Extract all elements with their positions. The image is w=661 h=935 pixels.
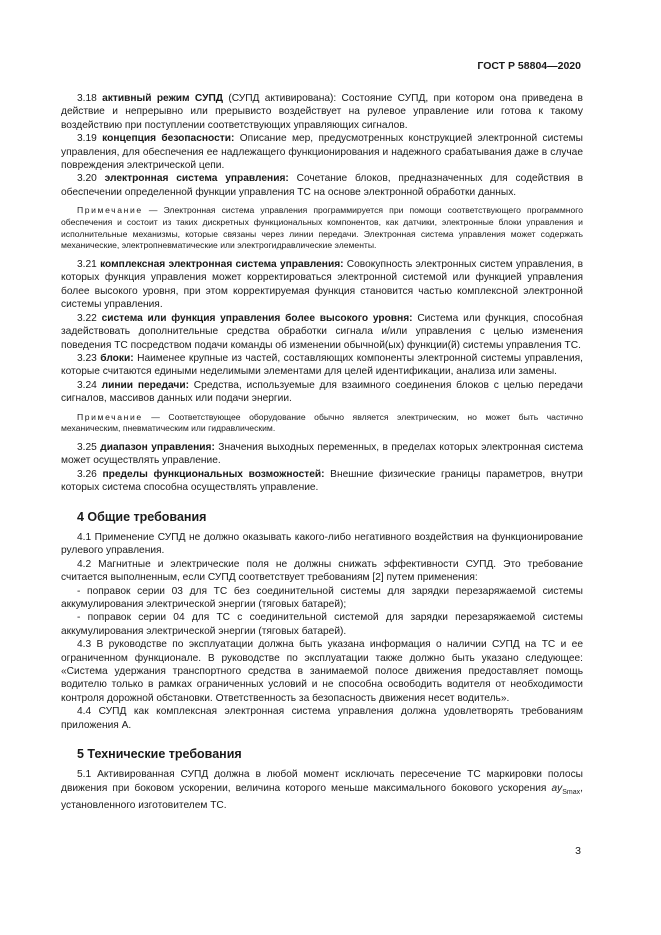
section-4-heading: 4 Общие требования (77, 509, 207, 524)
note-label: Примечание (77, 411, 143, 422)
term: линии передачи: (101, 379, 189, 391)
clause-4-1: 4.1 Применение СУПД не должно оказывать какого-либо негативного воздействия на функционирование рулевого управления. (61, 531, 583, 557)
definition-3-22: 3.22 система или функция управления более высокого уровня: Система или функция, способная задействовать дополнительные средства обработки сигнала и/или управления с целью изменения поведения ТС посредством подачи команды об изменении обычной(ых) функции(й) системы управления ТС. (61, 312, 583, 351)
term: комплексная электронная система управления: (100, 259, 344, 271)
term: активный режим СУПД (102, 93, 224, 104)
definition-3-26: 3.26 пределы функциональных возможностей: Внешние физические границы параметров, внутри которых система способна осуществлять управление. (61, 468, 583, 494)
note-2: Примечание — Соответствующее оборудование обычно является электрическим, но может быть частично механическим, пневматическим или гидравлическим. (61, 411, 583, 434)
definition-3-21: 3.21 комплексная электронная система управления: Совокупность электронных систем управления, в которых функция управления может корректироваться электронной системой или функцией управления более высокого уровня, при этом корректируемая функция становится частью комплексной электронной системы управления. (61, 259, 584, 311)
definition-3-24: 3.24 линии передачи: Средства, используемые для взаимного соединения блоков с целью передачи сигналов, массивов данных или подачи энергии. (61, 379, 583, 405)
page-number: 3 (575, 845, 581, 857)
clause-4-2-bullet-1: - поправок серии 03 для ТС без соединительной системы для зарядки перезаряжаемой системы аккумулирования электрической энергии (тяговых батарей); (61, 585, 583, 610)
symbol-ay: ay (551, 782, 563, 794)
definition-3-23: 3.23 блоки: Наименее крупные из частей, составляющих компоненты электронной системы управления, которые считаются едиными неделимыми элементами для целей идентификации, анализа или замены. (61, 352, 583, 378)
note-label: Примечание (77, 205, 143, 216)
term: электронная система управления: (104, 173, 289, 185)
symbol-subscript: Smax (562, 788, 581, 796)
term: система или функция управления более высокого уровня: (101, 312, 413, 324)
definition-3-20: 3.20 электронная система управления: Сочетание блоков, предназначенных для содействия в обеспечении определенной функции управления ТС на основе электронной обработки данных. (61, 173, 583, 198)
definition-3-25: 3.25 диапазон управления: Значения выходных переменных, в пределах которых электронная система может осуществлять управление. (61, 441, 583, 467)
term: концепция безопасности: (102, 133, 235, 145)
definition-3-18: 3.18 активный режим СУПД (СУПД активирована): Состояние СУПД, при котором она приведена в действие и непрерывно или прерывисто воздействует на рулевое управление или готова к такому воздействию при поступлении соответствующих управляющих сигналов. (61, 93, 583, 131)
note-1: Примечание — Электронная система управления программируется при помощи соответствующего программного обеспечения и состоит из таких дискретных функциональных компонентов, как датчики, электронные блоки управления и исполнительные механизмы, которые связаны через линии передачи. Электронная система управления может содержать механические, электропневматические или электрогидравлические элементы. (61, 205, 583, 251)
clause-4-2-bullet-2: - поправок серии 04 для ТС с соединительной системой для зарядки перезаряжаемой системы аккумулирования электрической энергии (тяговых батарей). (61, 612, 583, 637)
clause-5-1: 5.1 Активированная СУПД должна в любой момент исключать пересечение ТС маркировки полосы движения при боковом ускорении, величина которого меньше максимального бокового ускорения $ay_{Smax}$, установленного изготовителем ТС. (61, 769, 583, 812)
term: пределы функциональных возможностей: (102, 468, 325, 480)
term: диапазон управления: (100, 441, 215, 453)
standard-header: ГОСТ Р 58804—2020 (477, 60, 581, 72)
definition-3-19: 3.19 концепция безопасности: Описание мер, предусмотренных конструкцией электронной системы управления, для обеспечения ее надлежащего функционирования и надежного срабатывания даже в случае повреждения электрической цепи. (61, 133, 583, 172)
clause-4-4: 4.4 СУПД как комплексная электронная система управления должна удовлетворять требованиям приложения А. (61, 706, 583, 731)
clause-4-3: 4.3 В руководстве по эксплуатации должна быть указана информация о наличии СУПД на ТС и ее ограниченном функционале. В руководстве по эксплуатации также должно быть указано следующее: «Система удержания транспортного средства в занимаемой полосе движения предоставляет помощь водителю только в рамках ограниченных условий и не способна освободить водителя от необходимости контроля дорожной обстановки. Ответственность за безопасность движения несет водитель». (61, 639, 583, 704)
section-5-heading: 5 Технические требования (77, 747, 242, 762)
clause-4-2: 4.2 Магнитные и электрические поля не должны снижать эффективности СУПД. Это требование считается выполненным, если СУПД соответствует требованиям [2] путем применения: (61, 558, 583, 584)
term: блоки: (100, 352, 134, 364)
page-content (61, 92, 583, 813)
